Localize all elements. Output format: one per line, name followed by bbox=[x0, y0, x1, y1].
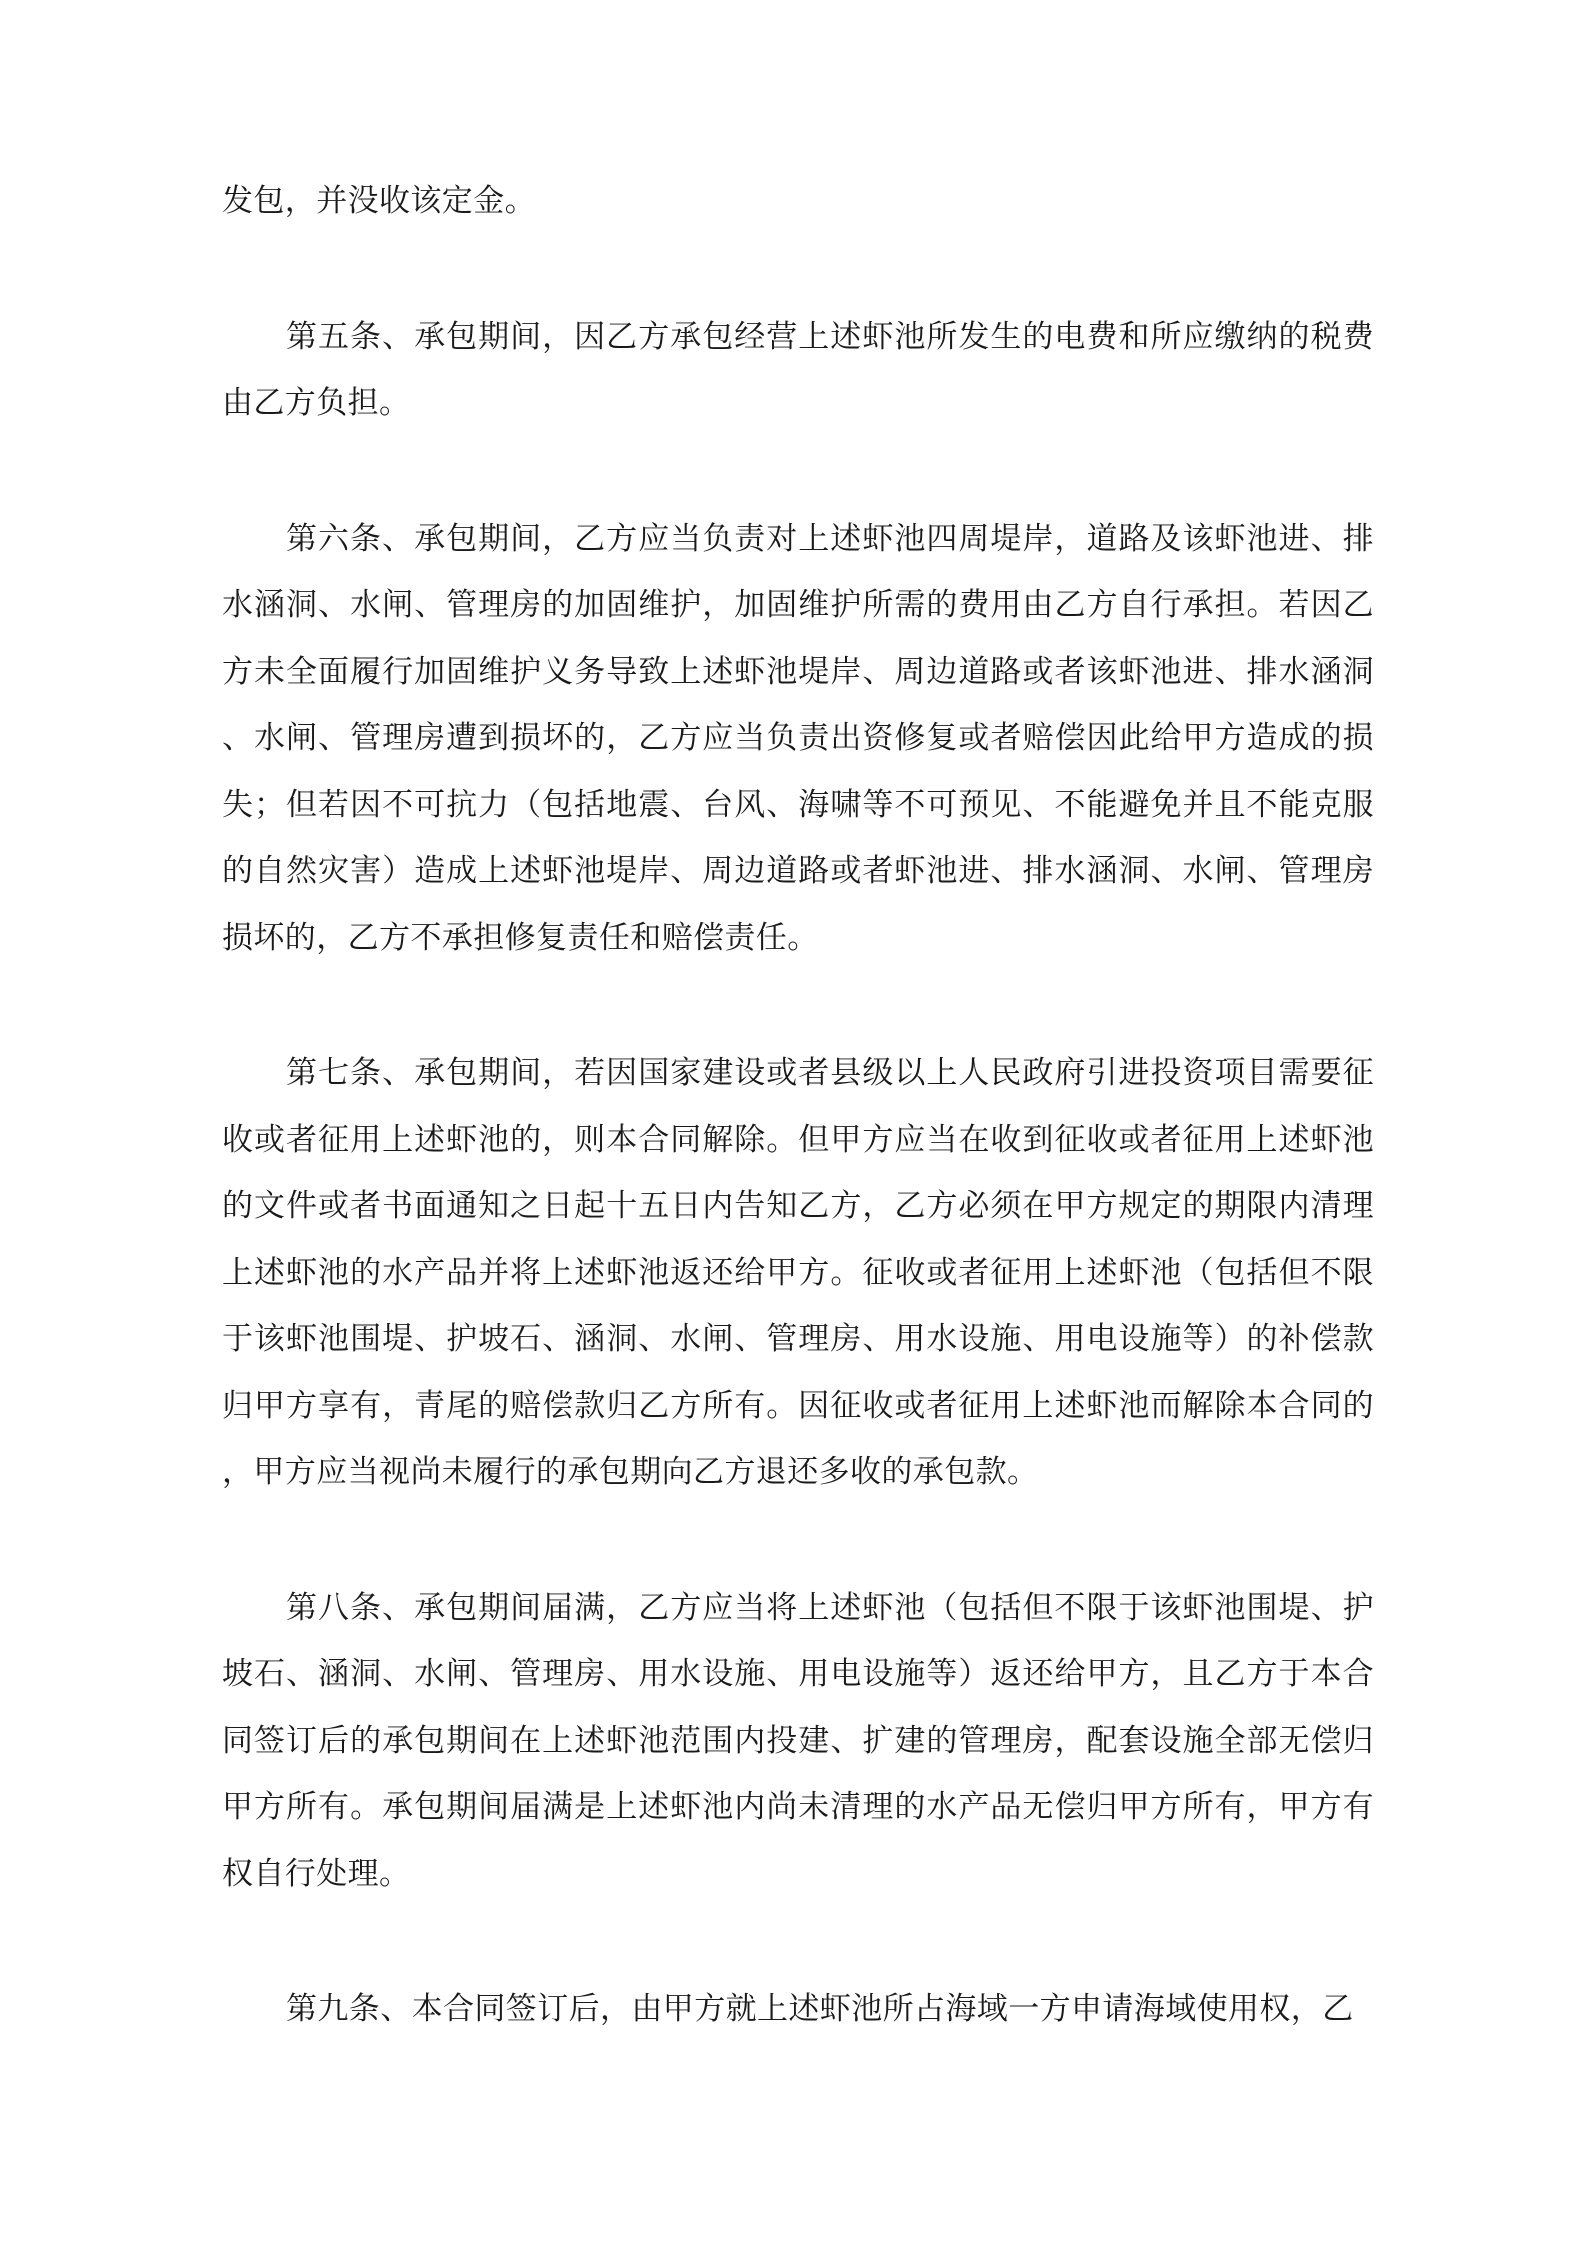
paragraph-article-6: 第六条、承包期间，乙方应当负责对上述虾池四周堤岸，道路及该虾池进、排水涵洞、水闸、管理房的加固维护，加固维护所需的费用由乙方自行承担。若因乙方未全面履行加固维护义务导致上述虾池堤岸、周边道路或者该虾池进、排水涵洞、水闸、管理房遭到损坏的，乙方应当负责出资修复或者赔偿因此给甲方造成的损失；但若因不可抗力（包括地震、台风、海啸等不可预见、不能避免并且不能克服的自然灾害）造成上述虾池堤岸、周边道路或者虾池进、排水涵洞、水闸、管理房损坏的，乙方不承担修复责任和赔偿责任。 bbox=[222, 520, 1374, 956]
paragraph-gap bbox=[222, 437, 1374, 506]
paragraph-article-8: 第八条、承包期间届满，乙方应当将上述虾池（包括但不限于该虾池围堤、护坡石、涵洞、水闸、管理房、用水设施、用电设施等）返还给甲方，且乙方于本合同签订后的承包期间在上述虾池范围内投建、扩建的管理房，配套设施全部无偿归甲方所有。承包期间届满是上述虾池内尚未清理的水产品无偿归甲方所有，甲方有权自行处理。 bbox=[222, 1589, 1374, 1892]
paragraph-gap bbox=[222, 971, 1374, 1040]
paragraph-gap bbox=[222, 1506, 1374, 1575]
paragraph-gap bbox=[222, 235, 1374, 304]
paragraph-article-9: 第九条、本合同签订后，由甲方就上述虾池所占海域一方申请海域使用权，乙 bbox=[286, 1991, 1354, 2027]
paragraph-article-7: 第七条、承包期间，若因国家建设或者县级以上人民政府引进投资项目需要征收或者征用上述虾池的，则本合同解除。但甲方应当在收到征收或者征用上述虾池的文件或者书面通知之日起十五日内告知乙方，乙方必须在甲方规定的期限内清理上述虾池的水产品并将上述虾池返还给甲方。征收或者征用上述虾池（包括但不限于该虾池围堤、护坡石、涵洞、水闸、管理房、用水设施、用电设施等）的补偿款归甲方享有，青尾的赔偿款归乙方所有。因征收或者征用上述虾池而解除本合同的，甲方应当视尚未履行的承包期向乙方退还多收的承包款。 bbox=[222, 1055, 1374, 1490]
paragraph-gap bbox=[222, 1907, 1374, 1976]
paragraph-continuation: 发包，并没收该定金。 bbox=[222, 183, 536, 219]
paragraph-article-5: 第五条、承包期间，因乙方承包经营上述虾池所发生的电费和所应缴纳的税费由乙方负担。 bbox=[222, 318, 1374, 421]
document-body bbox=[222, 168, 1374, 2043]
